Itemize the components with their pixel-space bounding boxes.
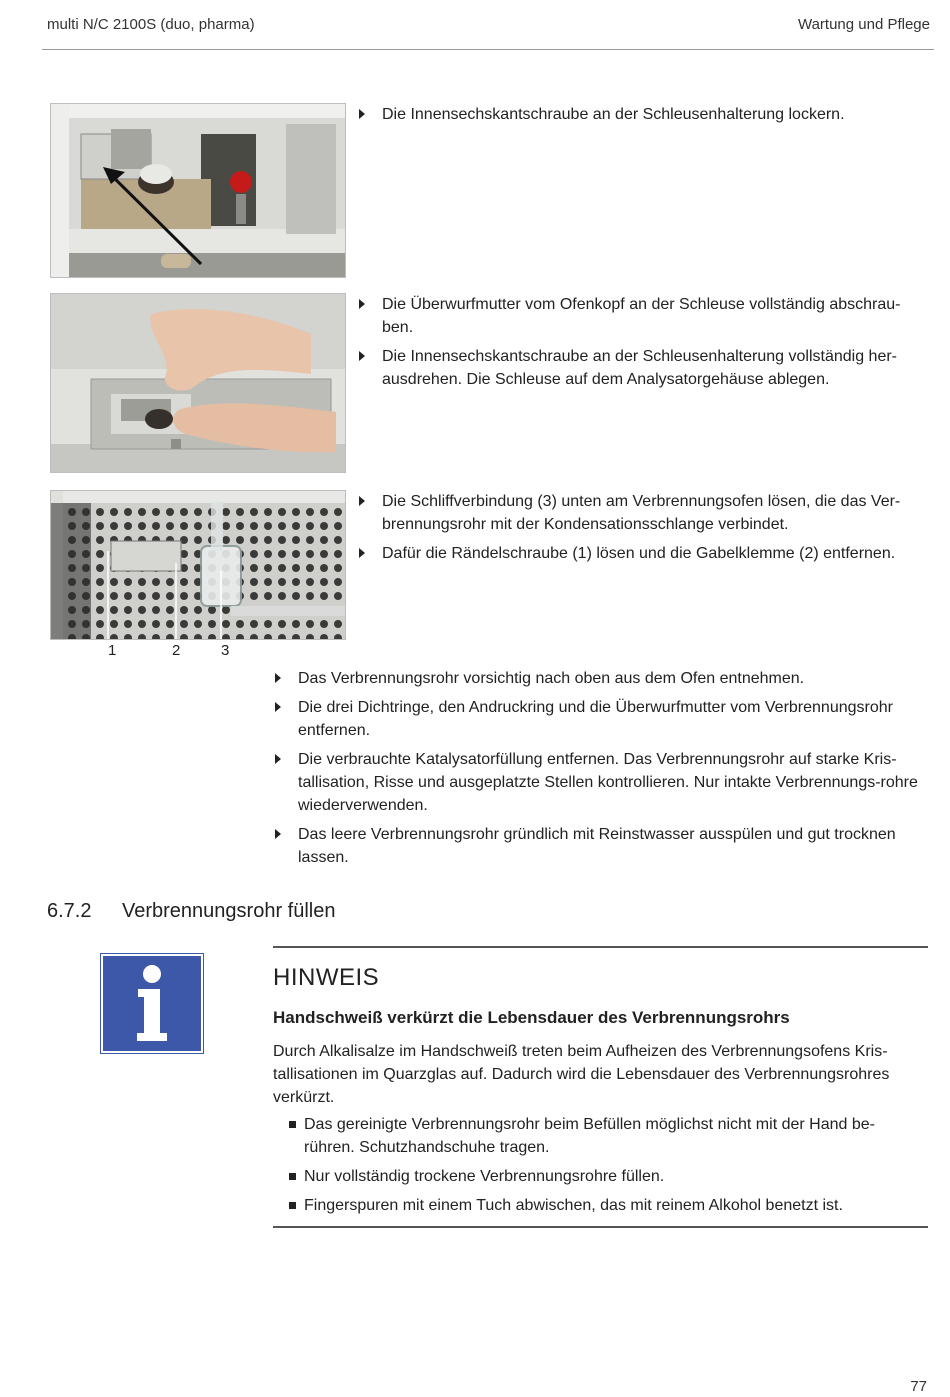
- arrow-right-icon: [275, 673, 281, 683]
- info-icon: [100, 953, 204, 1054]
- running-header-title: multi N/C 2100S (duo, pharma): [47, 16, 255, 33]
- step-item: Das leere Verbrennungsrohr gründlich mit Reinstwasser ausspülen und gut trocknen lassen.: [273, 823, 933, 869]
- notice-top-rule: [273, 946, 928, 948]
- figure-callout-2: 2: [172, 642, 181, 659]
- notice-bottom-rule: [273, 1226, 928, 1228]
- square-bullet-icon: [289, 1121, 296, 1128]
- step-list-2: [357, 293, 927, 397]
- step-list-4: [273, 667, 933, 875]
- figure-callout-1: 1: [108, 642, 117, 659]
- step-list-3: [357, 490, 927, 571]
- notice-heading: HINWEIS: [273, 964, 380, 991]
- notice-bullet-list: [288, 1113, 918, 1223]
- list-item: Das gereinigte Verbrennungsrohr beim Befüllen möglichst nicht mit der Hand be-rühren. Schutzhandschuhe tragen.: [288, 1113, 918, 1159]
- arrow-right-icon: [359, 548, 365, 558]
- list-item: Nur vollständig trockene Verbrennungsrohre füllen.: [288, 1165, 918, 1188]
- square-bullet-icon: [289, 1173, 296, 1180]
- step-item: Die Innensechskantschraube an der Schleusenhalterung lockern.: [357, 103, 927, 126]
- section-number: 6.7.2: [47, 900, 92, 922]
- step-item: Die drei Dichtringe, den Andruckring und die Überwurfmutter vom Verbrennungsrohr entfernen.: [273, 696, 933, 742]
- photo-removing-lock: [50, 293, 346, 473]
- photo-lock-holder-screw: [50, 103, 346, 278]
- arrow-right-icon: [359, 496, 365, 506]
- step-item: Die Überwurfmutter vom Ofenkopf an der Schleuse vollständig abschrau-ben.: [357, 293, 927, 339]
- square-bullet-icon: [289, 1202, 296, 1209]
- arrow-right-icon: [275, 702, 281, 712]
- step-list-1: [357, 103, 927, 132]
- step-item: Die Innensechskantschraube an der Schleusenhalterung vollständig her-ausdrehen. Die Schleuse auf dem Analysatorgehäuse ablegen.: [357, 345, 927, 391]
- photo-ground-joint: [50, 490, 346, 640]
- arrow-right-icon: [275, 754, 281, 764]
- arrow-right-icon: [359, 351, 365, 361]
- step-item: Dafür die Rändelschraube (1) lösen und die Gabelklemme (2) entfernen.: [357, 542, 927, 565]
- step-item: Die Schliffverbindung (3) unten am Verbrennungsofen lösen, die das Ver-brennungsrohr mit der Kondensationsschlange verbindet.: [357, 490, 927, 536]
- notice-body: Durch Alkalisalze im Handschweiß treten beim Aufheizen des Verbrennungsofens Kris-tallisationen im Quarzglas auf. Dadurch wird die Lebensdauer des Verbrennungsrohres verkürzt.: [273, 1043, 890, 1106]
- list-item: Fingerspuren mit einem Tuch abwischen, das mit reinem Alkohol benetzt ist.: [288, 1194, 918, 1217]
- arrow-right-icon: [359, 299, 365, 309]
- page-number: 77: [910, 1378, 927, 1395]
- notice-subheading: Handschweiß verkürzt die Lebensdauer des Verbrennungsrohrs: [273, 1008, 790, 1027]
- header-divider: [42, 49, 934, 50]
- step-item: Die verbrauchte Katalysatorfüllung entfernen. Das Verbrennungsrohr auf starke Kris-tallisation, Risse und ausgeplatzte Stellen kontrollieren. Nur intakte Verbrennungs-rohre wiederverwenden.: [273, 748, 933, 817]
- arrow-right-icon: [359, 109, 365, 119]
- step-item: Das Verbrennungsrohr vorsichtig nach oben aus dem Ofen entnehmen.: [273, 667, 933, 690]
- arrow-right-icon: [275, 829, 281, 839]
- running-header-section: Wartung und Pflege: [797, 16, 930, 33]
- figure-callout-3: 3: [221, 642, 230, 659]
- section-title: Verbrennungsrohr füllen: [122, 900, 336, 922]
